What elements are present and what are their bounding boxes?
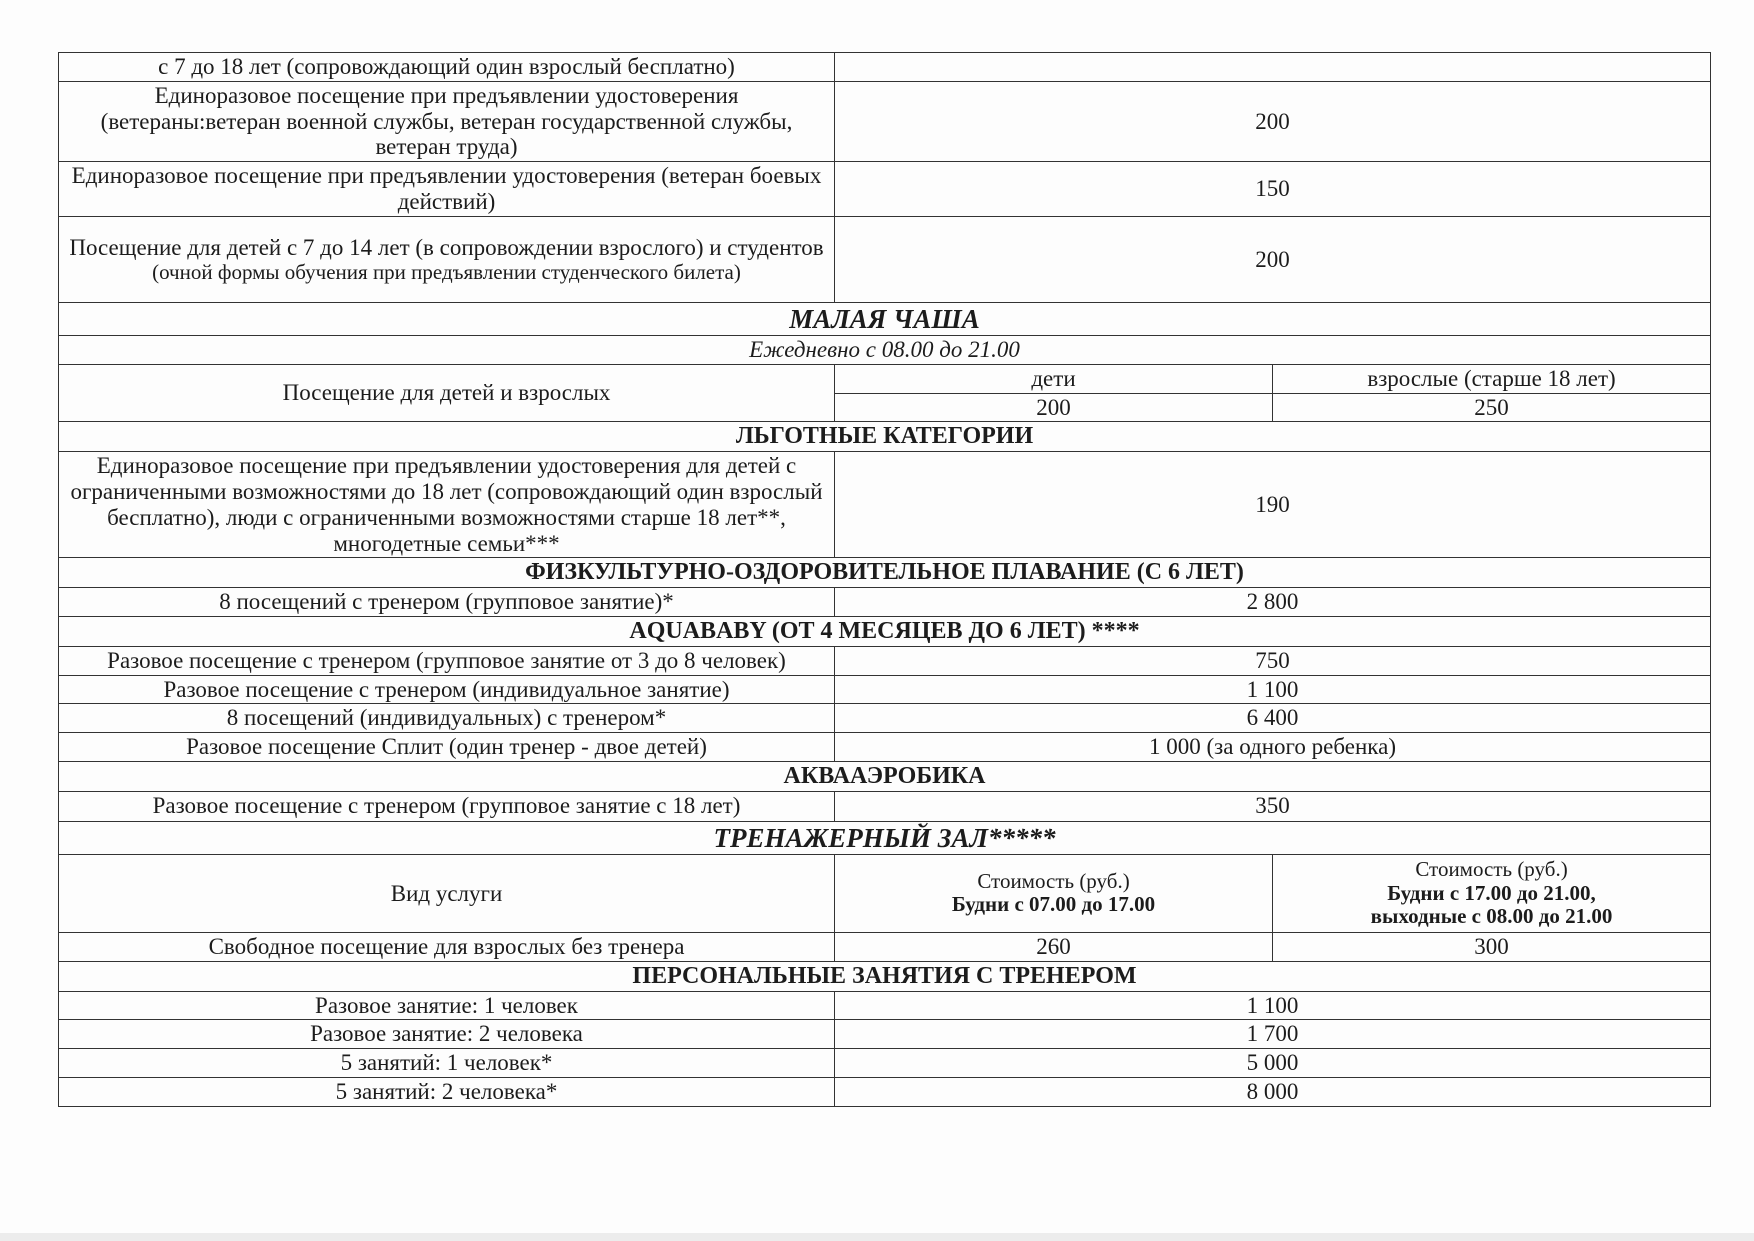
table-row bbox=[59, 588, 1711, 617]
column-header-service: Вид услуги bbox=[59, 854, 835, 932]
table-row bbox=[59, 1020, 1711, 1049]
price-cell: 5 000 bbox=[835, 1049, 1711, 1078]
section-title-benefits: ЛЬГОТНЫЕ КАТЕГОРИИ bbox=[59, 422, 1711, 452]
column-header-children: дети bbox=[835, 364, 1273, 393]
price-cell bbox=[835, 53, 1711, 82]
price-cell: 260 bbox=[835, 932, 1273, 961]
table-row bbox=[59, 162, 1711, 217]
price-cell: 200 bbox=[835, 81, 1711, 161]
service-label: Разовое посещение с тренером (групповое занятие с 18 лет) bbox=[59, 791, 835, 821]
service-label: 5 занятий: 1 человек* bbox=[59, 1049, 835, 1078]
price-table bbox=[58, 52, 1711, 1107]
page-bottom-edge bbox=[0, 1233, 1754, 1241]
price-cell: 1 100 bbox=[835, 675, 1711, 704]
price-cell: 1 000 (за одного ребенка) bbox=[835, 733, 1711, 762]
small-pool-hours: Ежедневно с 08.00 до 21.00 bbox=[59, 336, 1711, 365]
price-cell: 1 100 bbox=[835, 991, 1711, 1020]
price-cell: 150 bbox=[835, 162, 1711, 217]
section-title-aquaaerobics: АКВААЭРОБИКА bbox=[59, 761, 1711, 791]
price-cell: 1 700 bbox=[835, 1020, 1711, 1049]
service-label: Разовое посещение с тренером (индивидуальное занятие) bbox=[59, 675, 835, 704]
service-label: Разовое посещение Сплит (один тренер - двое детей) bbox=[59, 733, 835, 762]
price-cell: 750 bbox=[835, 646, 1711, 675]
table-row bbox=[59, 733, 1711, 762]
section-header bbox=[59, 761, 1711, 791]
col-header-line: Будни с 17.00 до 21.00, bbox=[1387, 880, 1596, 905]
service-label: 8 посещений (индивидуальных) с тренером* bbox=[59, 704, 835, 733]
section-title-personal: ПЕРСОНАЛЬНЫЕ ЗАНЯТИЯ С ТРЕНЕРОМ bbox=[59, 961, 1711, 991]
table-row bbox=[59, 81, 1711, 161]
column-header-evening-weekend bbox=[1273, 854, 1711, 932]
price-cell: 6 400 bbox=[835, 704, 1711, 733]
service-label: 5 занятий: 2 человека* bbox=[59, 1077, 835, 1106]
section-title-swimming: ФИЗКУЛЬТУРНО-ОЗДОРОВИТЕЛЬНОЕ ПЛАВАНИЕ (С 6 ЛЕТ) bbox=[59, 558, 1711, 588]
price-cell: 200 bbox=[835, 217, 1711, 303]
table-row bbox=[59, 217, 1711, 303]
price-cell: 200 bbox=[835, 393, 1273, 422]
col-header-line: Стоимость (руб.) bbox=[977, 868, 1130, 893]
service-label: Разовое занятие: 2 человека bbox=[59, 1020, 835, 1049]
table-row bbox=[59, 854, 1711, 932]
table-row bbox=[59, 452, 1711, 558]
column-header-adults: взрослые (старше 18 лет) bbox=[1273, 364, 1711, 393]
service-label: Разовое занятие: 1 человек bbox=[59, 991, 835, 1020]
section-title-aquababy: AQUABABY (ОТ 4 МЕСЯЦЕВ ДО 6 ЛЕТ) **** bbox=[59, 616, 1711, 646]
price-cell: 190 bbox=[835, 452, 1711, 558]
service-label: 8 посещений с тренером (групповое занятие)* bbox=[59, 588, 835, 617]
service-label: Посещение для детей и взрослых bbox=[59, 364, 835, 422]
price-cell: 350 bbox=[835, 791, 1711, 821]
col-header-line: выходные с 08.00 до 21.00 bbox=[1370, 904, 1613, 929]
table-row bbox=[59, 704, 1711, 733]
service-label: Единоразовое посещение при предъявлении удостоверения для детей с ограниченными возможностями до 18 лет (сопровождающий один взрослый бесплатно), люди с ограниченными возможностями старше 18 лет**, многодетные семьи*** bbox=[59, 452, 835, 558]
table-row bbox=[59, 932, 1711, 961]
price-cell: 2 800 bbox=[835, 588, 1711, 617]
section-subheader bbox=[59, 336, 1711, 365]
table-row bbox=[59, 991, 1711, 1020]
service-label bbox=[59, 217, 835, 303]
price-cell: 8 000 bbox=[835, 1077, 1711, 1106]
section-title-gym: ТРЕНАЖЕРНЫЙ ЗАЛ***** bbox=[59, 821, 1711, 854]
service-label: Единоразовое посещение при предъявлении удостоверения (ветераны:ветеран военной службы, ветеран государственной службы, ветеран труда) bbox=[59, 81, 835, 161]
kids-label-line2: (очной формы обучения при предъявлении студенческого билета) bbox=[152, 259, 741, 284]
section-header bbox=[59, 558, 1711, 588]
section-header bbox=[59, 961, 1711, 991]
price-cell: 300 bbox=[1273, 932, 1711, 961]
section-header bbox=[59, 303, 1711, 336]
service-label: Свободное посещение для взрослых без тренера bbox=[59, 932, 835, 961]
column-header-weekday-day bbox=[835, 854, 1273, 932]
section-header bbox=[59, 616, 1711, 646]
service-label: Единоразовое посещение при предъявлении удостоверения (ветеран боевых действий) bbox=[59, 162, 835, 217]
table-row bbox=[59, 364, 1711, 393]
service-label: Разовое посещение с тренером (групповое занятие от 3 до 8 человек) bbox=[59, 646, 835, 675]
kids-label-line1: Посещение для детей с 7 до 14 лет (в сопровождении взрослого) и студентов bbox=[69, 234, 824, 260]
table-row bbox=[59, 1077, 1711, 1106]
table-row bbox=[59, 791, 1711, 821]
section-title-small-pool: МАЛАЯ ЧАША bbox=[59, 303, 1711, 336]
col-header-line: Будни с 07.00 до 17.00 bbox=[951, 892, 1156, 917]
section-header bbox=[59, 422, 1711, 452]
table-row bbox=[59, 1049, 1711, 1078]
table-row bbox=[59, 675, 1711, 704]
table-row bbox=[59, 646, 1711, 675]
col-header-line: Стоимость (руб.) bbox=[1415, 857, 1568, 882]
table-row bbox=[59, 53, 1711, 82]
service-label: с 7 до 18 лет (сопровождающий один взрослый бесплатно) bbox=[59, 53, 835, 82]
price-cell: 250 bbox=[1273, 393, 1711, 422]
section-header bbox=[59, 821, 1711, 854]
